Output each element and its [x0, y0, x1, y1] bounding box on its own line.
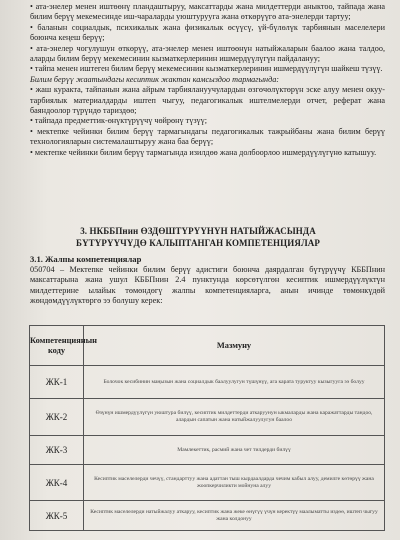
row-code: ЖК-1	[30, 366, 84, 399]
header-content: Мазмуну	[84, 326, 385, 366]
row-description: Мамлекеттик, расмий жана чет тилдерди билүү	[84, 436, 385, 465]
table-row	[30, 366, 385, 399]
row-description: Кесиптик маселелерди натыйжалуу аткаруу, кесиптик жана жеке өнүгүү үчүн керектүү маалыматты издөө, иштеп чыгуу жана колдонуу	[84, 501, 385, 531]
italic-paragraph: Билим берүү жаатындагы кесиптик жактан камсыздоо тармагында:	[30, 74, 280, 84]
body-paragraph: • ата-энелер чогулушун өткөрүү, ата-энелер менен иштөөнүн натыйжаларын баалоо жана талдоо, аларды билим берүү мекемесинин кызматкерлеринин ишмердүүлүгүн пайдалануу;	[30, 43, 385, 64]
chapter-heading	[28, 225, 368, 249]
body-paragraph: • ата-энелер менен иштөөнү пландаштыруу, максаттарды жана милдеттерди аныктоо, тайпада жана билим берүү мекемесинде иш-чараларды уюштурууга жана өткөрүүгө ата-энелерди тартуу;	[30, 2, 385, 22]
table-row	[30, 465, 385, 501]
body-paragraph: • баланын социалдык, психикалык жана физикалык өсүүсү, үй-бүлөлүк тарбиянын маселелери боюнча кеңеш берүү;	[30, 22, 385, 43]
row-code: ЖК-3	[30, 436, 84, 465]
body-paragraph: • тайпада предметтик-өнүктүрүүчү чөйрөнү түзүү;	[30, 116, 208, 126]
row-description: Өзүнүн ишмердүүлүгүн уюштура билүү, кесиптик милдеттерди аткаруунун ыкмаларды жана каражаттарды тандоо, алардын сапатын жана натыйжалуулугун баалоо	[84, 399, 385, 436]
chapter-heading-line2: БҮТҮРҮҮЧҮДӨ КАЛЫПТАНГАН КОМПЕТЕНЦИЯЛАР	[76, 238, 320, 248]
section-title: 3.1. Жалпы компетенциялар	[30, 254, 142, 264]
row-code: ЖК-2	[30, 399, 84, 436]
chapter-heading-line1: 3. НКББПнин ӨЗДӨШТҮРҮҮНҮН НАТЫЙЖАСЫНДА	[80, 226, 316, 236]
table-row	[30, 501, 385, 531]
body-text	[30, 2, 385, 158]
body-paragraph: • тайпа менен иштеген билим берүү мекемесинин кызматкерлеринин ишмердүүлүгүн шайкеш түзүү.	[30, 64, 383, 74]
header-code: Компетенциянын коду	[30, 326, 84, 366]
row-code: ЖК-4	[30, 465, 84, 501]
body-paragraph: • мектепке чейинки билим берүү тармагында изилдөө жана долбоорлоо ишмердүүлүгүнө катышуу.	[30, 147, 377, 157]
body-paragraph: • жаш куракта, тайпанын жана айрым тарбиялануучулардын өзгөчөлүктөрүн эске алуу менен окуу-тарбиялык материалдарды иштеп чыгуу, педагогикалык иштелмелерди отчет, реферат жана баяндоолор түрүндө тариздөө;	[30, 85, 385, 116]
competency-table	[29, 325, 385, 531]
row-description: Болочок кесибинин маңызын жана социалдык баалуулугун түшүнүү, ага карата туруктуу кызыгууга ээ болуу	[84, 366, 385, 399]
row-code: ЖК-5	[30, 501, 84, 531]
row-description: Кесиптик маселелерди чечүү, стандарттуу жана адаттан тыш кырдаалдарда чечим кабыл алуу, демилге көтөрүү жана жоопкерчиликти мойнуна алуу	[84, 465, 385, 501]
table-row	[30, 436, 385, 465]
intro-paragraph: 050704 – Мектепке чейинки билим берүү адистиги боюнча даярдалган бүтүрүүчү КББПнин максаттарына жана ушул КББПнин 2.4 пунктунда көрсөтүлгөн кесиптик ишмердүүлүктүн милдеттерине ылайык төмөндөгү жалпы компетенцияларга, анын ичинде төмөнкүдөй жөндөмдүүлүктөргө ээ болушу керек:	[30, 265, 385, 306]
table-row	[30, 399, 385, 436]
body-paragraph: • мектепке чейинки билим берүү тармагындагы педагогикалык тажрыйбаны жана билим берүү технологияларын системалаштыруу жана баа берүү;	[30, 126, 385, 147]
